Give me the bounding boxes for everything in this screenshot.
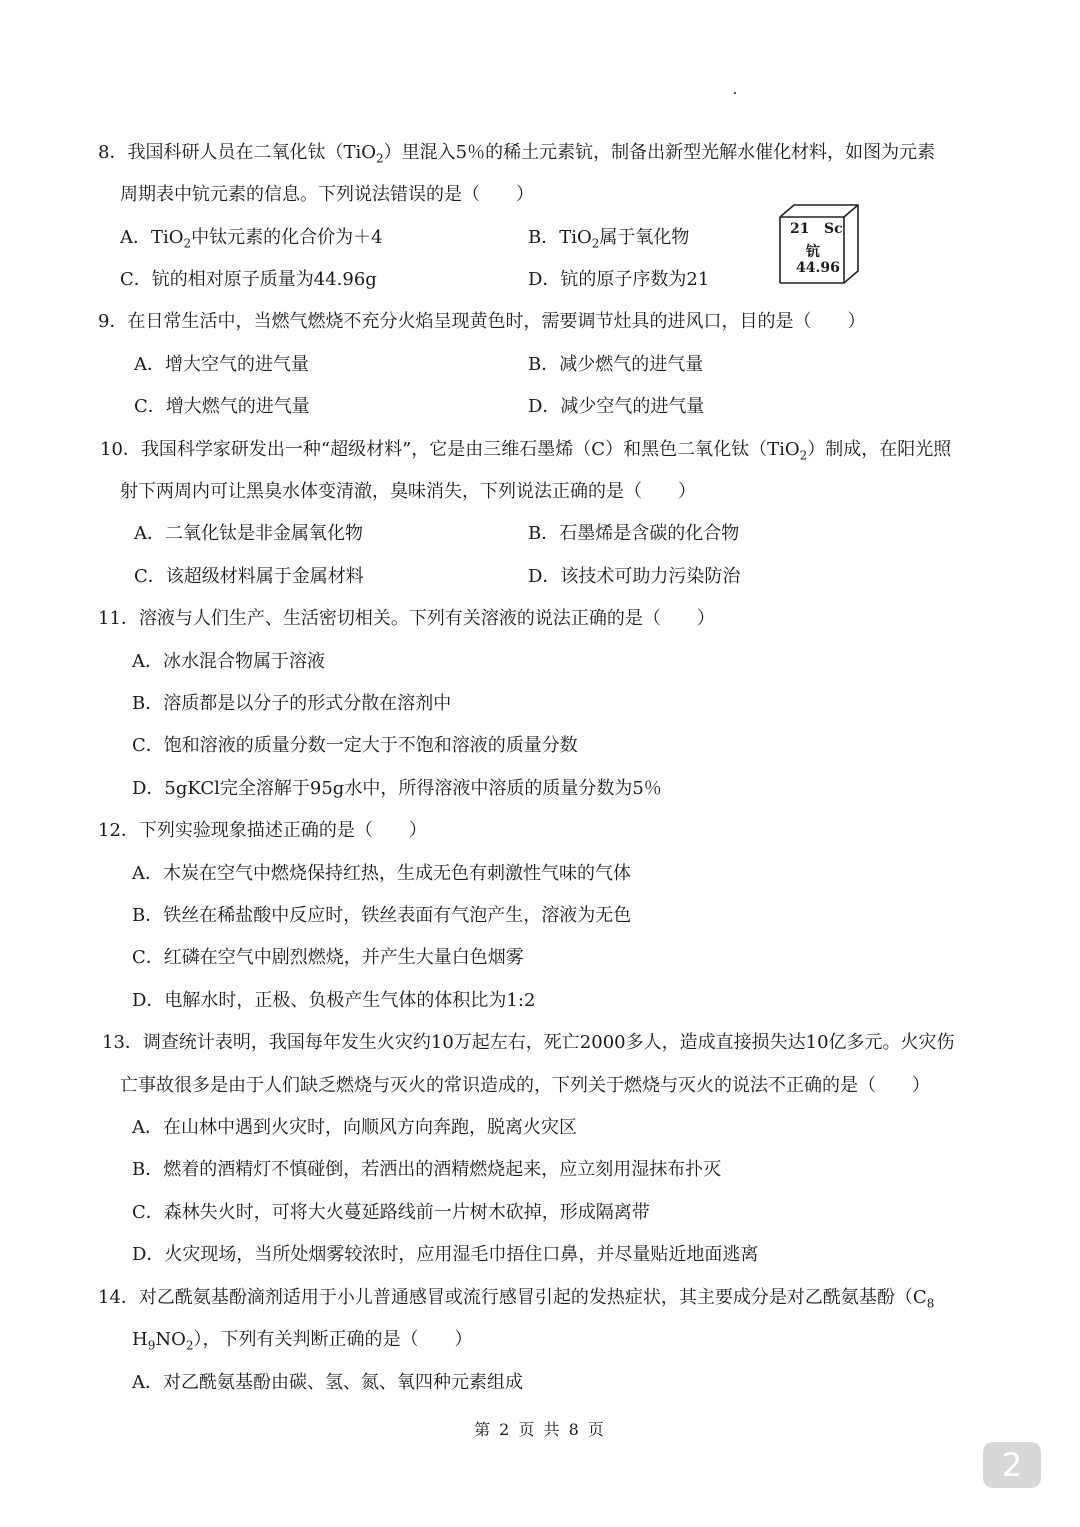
q8-option-c: C．钪的相对原子质量为44.96g bbox=[120, 269, 377, 290]
element-atomic-mass: 44.96 bbox=[796, 260, 840, 276]
page-footer: 第 2 页 共 8 页 bbox=[474, 1420, 606, 1439]
q10-option-d: D．该技术可助力污染防治 bbox=[528, 566, 741, 587]
q11-option-d: D．5gKCl完全溶解于95g水中，所得溶液中溶质的质量分数为5％ bbox=[132, 778, 662, 799]
q9-option-b: B．减少燃气的进气量 bbox=[528, 354, 704, 375]
q12-option-c: C．红磷在空气中剧烈燃烧，并产生大量白色烟雾 bbox=[132, 947, 524, 968]
q8-option-a: A．TiO$_2$中钛元素的化合价为＋4 bbox=[120, 227, 383, 251]
q10-option-a: A．二氧化钛是非金属氧化物 bbox=[134, 523, 363, 544]
q13-option-a: A．在山林中遇到火灾时，向顺风方向奔跑，脱离火灾区 bbox=[132, 1117, 577, 1138]
q13-stem-line1: 13．调查统计表明，我国每年发生火灾约10万起左右，死亡2000多人，造成直接损失达10亿多元。火灾伤 bbox=[102, 1032, 955, 1053]
q10-stem-line1: 10．我国科学家研发出一种“超级材料”，它是由三维石墨烯（C）和黑色二氧化钛（TiO$_2$）制成，在阳光照 bbox=[100, 439, 952, 463]
q14-stem-line1: 14．对乙酰氨基酚滴剂适用于小儿普通感冒或流行感冒引起的发热症状，其主要成分是对乙酰氨基酚（$C_8$ bbox=[98, 1287, 935, 1311]
q13-option-d: D．火灾现场，当所处烟雾较浓时，应用湿毛巾捂住口鼻，并尽量贴近地面逃离 bbox=[132, 1244, 759, 1265]
q9-option-d: D．减少空气的进气量 bbox=[528, 396, 705, 417]
q10-stem-line2: 射下两周内可让黑臭水体变清澈，臭味消失，下列说法正确的是（ ） bbox=[120, 481, 696, 502]
q8-option-d: D．钪的原子序数为21 bbox=[528, 269, 710, 290]
q13-stem-line2: 亡事故很多是由于人们缺乏燃烧与灭火的常识造成的，下列关于燃烧与灭火的说法不正确的是（ ） bbox=[120, 1075, 930, 1096]
page-number-badge[interactable]: 2 bbox=[983, 1442, 1041, 1488]
q8-stem-line1: 8．我国科研人员在二氧化钛（TiO$_2$）里混入5％的稀土元素钪，制备出新型光解水催化材料，如图为元素 bbox=[98, 142, 936, 166]
q14-stem-line2: $H_9NO_2$），下列有关判断正确的是（ ） bbox=[132, 1329, 473, 1353]
q11-stem: 11．溶液与人们生产、生活密切相关。下列有关溶液的说法正确的是（ ） bbox=[98, 608, 715, 629]
q9-option-a: A．增大空气的进气量 bbox=[134, 354, 309, 375]
element-symbol: Sc bbox=[824, 221, 843, 237]
element-atomic-number: 21 bbox=[790, 221, 810, 237]
q11-option-a: A．冰水混合物属于溶液 bbox=[132, 651, 325, 672]
periodic-element-card bbox=[774, 203, 864, 285]
q9-option-c: C．增大燃气的进气量 bbox=[134, 396, 310, 417]
q12-option-b: B．铁丝在稀盐酸中反应时，铁丝表面有气泡产生，溶液为无色 bbox=[132, 905, 632, 926]
q9-stem: 9．在日常生活中，当燃气燃烧不充分火焰呈现黄色时，需要调节灶具的进风口，目的是（ ） bbox=[98, 311, 866, 332]
q8-stem-line2: 周期表中钪元素的信息。下列说法错误的是（ ） bbox=[120, 184, 534, 205]
scan-dot bbox=[734, 92, 736, 94]
q13-option-b: B．燃着的酒精灯不慎碰倒，若洒出的酒精燃烧起来，应立刻用湿抹布扑灭 bbox=[132, 1159, 722, 1180]
q12-option-d: D．电解水时，正极、负极产生气体的体积比为1:2 bbox=[132, 990, 536, 1011]
q10-option-c: C．该超级材料属于金属材料 bbox=[134, 566, 364, 587]
q11-option-c: C．饱和溶液的质量分数一定大于不饱和溶液的质量分数 bbox=[132, 735, 578, 756]
q10-option-b: B．石墨烯是含碳的化合物 bbox=[528, 523, 740, 544]
q12-stem: 12．下列实验现象描述正确的是（ ） bbox=[98, 820, 427, 841]
q13-option-c: C．森林失火时，可将大火蔓延路线前一片树木砍掉，形成隔离带 bbox=[132, 1202, 650, 1223]
q11-option-b: B．溶质都是以分子的形式分散在溶剂中 bbox=[132, 693, 452, 714]
q12-option-a: A．木炭在空气中燃烧保持红热，生成无色有刺激性气味的气体 bbox=[132, 863, 631, 884]
q14-option-a: A．对乙酰氨基酚由碳、氢、氮、氧四种元素组成 bbox=[132, 1372, 523, 1393]
q8-option-b: B．TiO$_2$属于氧化物 bbox=[528, 227, 690, 251]
element-name: 钪 bbox=[806, 244, 820, 260]
